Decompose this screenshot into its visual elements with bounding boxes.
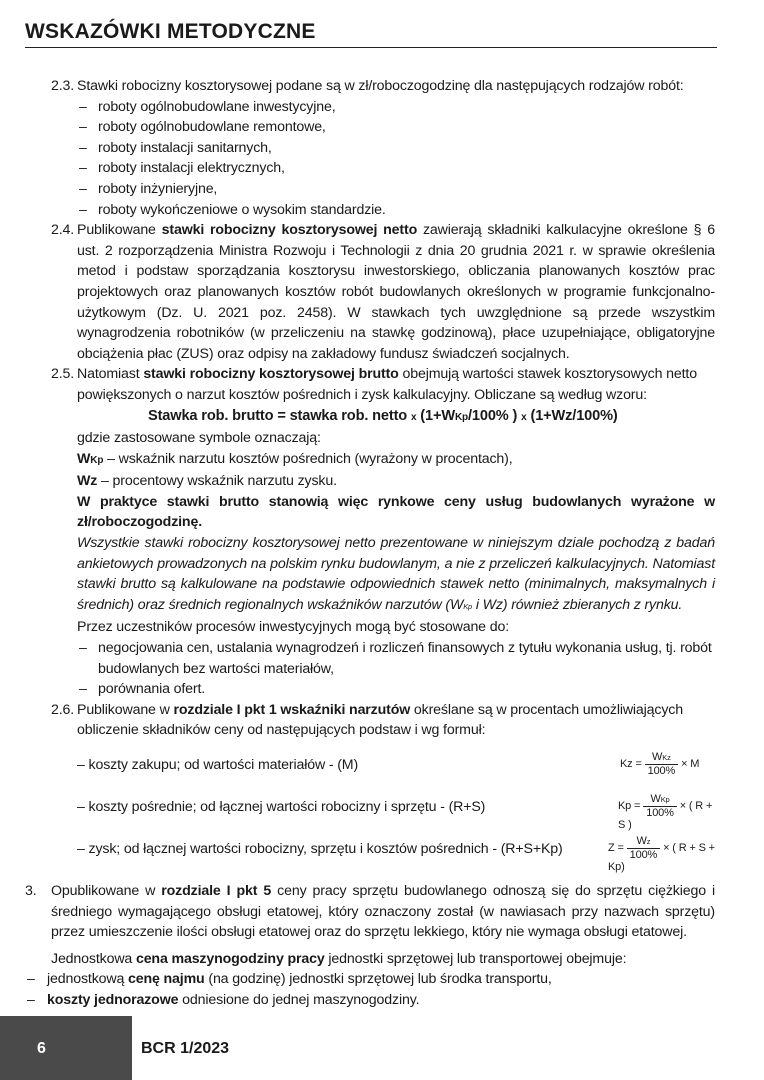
text: Publikowane bbox=[77, 222, 162, 239]
symbol-wkp: WKp – wskaźnik narzutu kosztów pośrednich (wyrażony w procentach), bbox=[77, 450, 513, 467]
list-item: – roboty wykończeniowe o wysokim standardzie. bbox=[77, 200, 715, 221]
section-2-6 bbox=[25, 700, 715, 881]
text: obejmują wartości stawek kosztorysowych netto powiększonych o narzut kosztów pośrednich i zysk kalkulacyjny. Obliczane są według wzoru: bbox=[77, 366, 697, 403]
page-number-box bbox=[0, 1016, 132, 1080]
section-number: 2.4. bbox=[51, 222, 75, 239]
list-item: – koszty jednorazowe odniesione do jednej maszynogodziny. bbox=[25, 990, 715, 1011]
bold-text: rozdziale I pkt 5 bbox=[161, 883, 272, 899]
page-title: WSKAZÓWKI METODYCZNE bbox=[25, 20, 316, 43]
formula-row-z: – zysk; od łącznej wartości robocizny, sprzętu i kosztów pośrednich - (R+S+Kp) Z = $\frac{Wz}{100\%}$ × ( R + S + Kp) bbox=[77, 835, 715, 873]
section-number: 2.6. bbox=[51, 701, 75, 718]
text: zawierają składniki kalkulacyjne określone § 6 ust. 2 rozporządzenia Ministra Rozwoju i Technologii z dnia 20 grudnia 2021 r. w sprawie określenia metod i podstaw sporządzania kosztorysu inwestorskiego, obliczania planowanych kosztów prac projektowych oraz planowanych kosztów robót budowlanych określonych w programie funkcjonalno-użytkowym (Dz. U. 2021 poz. 2458). W stawkach tych uwzględnione są przede wszystkim wynagrodzenia robotników (w przeliczeniu na stawkę godzinową), płace uzupełniające, obligatoryjne obciążenia płac (ZUS) oraz odpisy na zakładowy fundusz świadczeń socjalnych. bbox=[77, 222, 715, 362]
text: Publikowane w bbox=[77, 701, 174, 718]
section-3 bbox=[25, 881, 715, 943]
brutto-formula: Stawka rob. brutto = stawka rob. netto x (1+WKp/100% ) x (1+Wz/100%) bbox=[148, 407, 618, 424]
section-number: 2.5. bbox=[51, 366, 75, 383]
section-3-paragraph: Jednostkowa cena maszynogodziny pracy jednostki sprzętowej lub transportowej obejmuje: bbox=[51, 950, 627, 967]
formula-row-kz: – koszty zakupu; od wartości materiałów - (M) Kz = $\frac{\text{WKz}}{100\%}$ × M bbox=[77, 751, 700, 777]
italic-note: Wszystkie stawki robocizny kosztorysowej netto prezentowane w niniejszym dziale pochodzą z badań ankietowych prowadzonych na polskim rynku budowlanym, a nie z przeliczeń kalkulacyjnych. Natomiast stawki brutto są kalkulowane na podstawie odpowiednich stawek netto (minimalnych, maksymalnych i średnich) oraz średnich regionalnych wskaźników narzutów (WKp i Wz) również zbieranych z rynku. bbox=[77, 535, 715, 613]
section-number: 2.3. bbox=[51, 78, 75, 94]
journal-issue: BCR 1/2023 bbox=[141, 1040, 230, 1057]
section-text: Stawki robocizny kosztorysowej podane są w zł/roboczogodzinę dla następujących rodzajów robót: bbox=[77, 78, 684, 94]
symbols-intro: gdzie zastosowane symbole oznaczają: bbox=[77, 430, 321, 447]
formula-z: Z = $\frac{Wz}{100\%}$ × ( R + S + Kp) bbox=[608, 835, 715, 873]
main-content bbox=[25, 76, 715, 1011]
bold-text: stawki robocizny kosztorysowej netto bbox=[161, 222, 418, 239]
formula-kz: Kz = $\frac{\text{WKz}}{100\%}$ × M bbox=[620, 751, 700, 777]
list-item: – negocjowania cen, ustalania wynagrodzeń i rozliczeń finansowych z tytułu wykonania usług, tj. robót budowlanych bez wartości materiałów, bbox=[77, 638, 715, 679]
section-number: 3. bbox=[25, 883, 37, 899]
text: Opublikowane w bbox=[51, 883, 162, 899]
text: Natomiast bbox=[77, 366, 144, 383]
list-item: – roboty inżynieryjne, bbox=[77, 179, 715, 200]
list-item: – jednostkową cenę najmu (na godzinę) jednostki sprzętowej lub środka transportu, bbox=[25, 969, 715, 990]
text: ceny pracy sprzętu budowlanego odnoszą się do sprzętu ciężkiego i średniego wymagającego obsługi etatowej, który oznaczony został (w nawiasach przy nazwach sprzętu) przez umieszczenie ilości obsługi etatowej oraz do sprzętu lekkiego, który nie wymaga obsługi etatowej. bbox=[51, 883, 716, 941]
formula-row-kp: – koszty pośrednie; od łącznej wartości robocizny i sprzętu - (R+S) Kp = $\frac{\text{WKp}}{100\%}$ × ( R + S ) bbox=[77, 797, 715, 839]
formula-kp: Kp = $\frac{\text{WKp}}{100\%}$ × ( R + S ) bbox=[618, 793, 713, 831]
list-item: – roboty ogólnobudowlane inwestycyjne, bbox=[77, 97, 715, 118]
uses-intro: Przez uczestników procesów inwestycyjnych mogą być stosowane do: bbox=[77, 619, 509, 636]
section-2-3 bbox=[25, 76, 715, 220]
practice-note: W praktyce stawki brutto stanowią więc rynkowe ceny usług budowlanych wyrażone w zł/roboczogodzinę. bbox=[77, 493, 715, 531]
list-item: – roboty instalacji elektrycznych, bbox=[77, 158, 715, 179]
page-header bbox=[25, 20, 717, 48]
section-2-4 bbox=[25, 220, 715, 364]
page-number: 6 bbox=[37, 1040, 46, 1057]
bold-text: rozdziale I pkt 1 wskaźniki narzutów bbox=[173, 701, 411, 718]
symbol-wz: Wz – procentowy wskaźnik narzutu zysku. bbox=[77, 473, 337, 490]
list-item: – roboty instalacji sanitarnych, bbox=[77, 138, 715, 159]
bold-text: stawki robocizny kosztorysowej brutto bbox=[143, 366, 399, 383]
section-2-5 bbox=[25, 364, 715, 700]
text: określane są w procentach umożliwiających obliczenie składników ceny od następujących podstaw i wg formuł: bbox=[77, 701, 683, 739]
list-item: – roboty ogólnobudowlane remontowe, bbox=[77, 117, 715, 138]
page-footer bbox=[0, 1016, 764, 1080]
list-item: – porównania ofert. bbox=[77, 679, 715, 700]
